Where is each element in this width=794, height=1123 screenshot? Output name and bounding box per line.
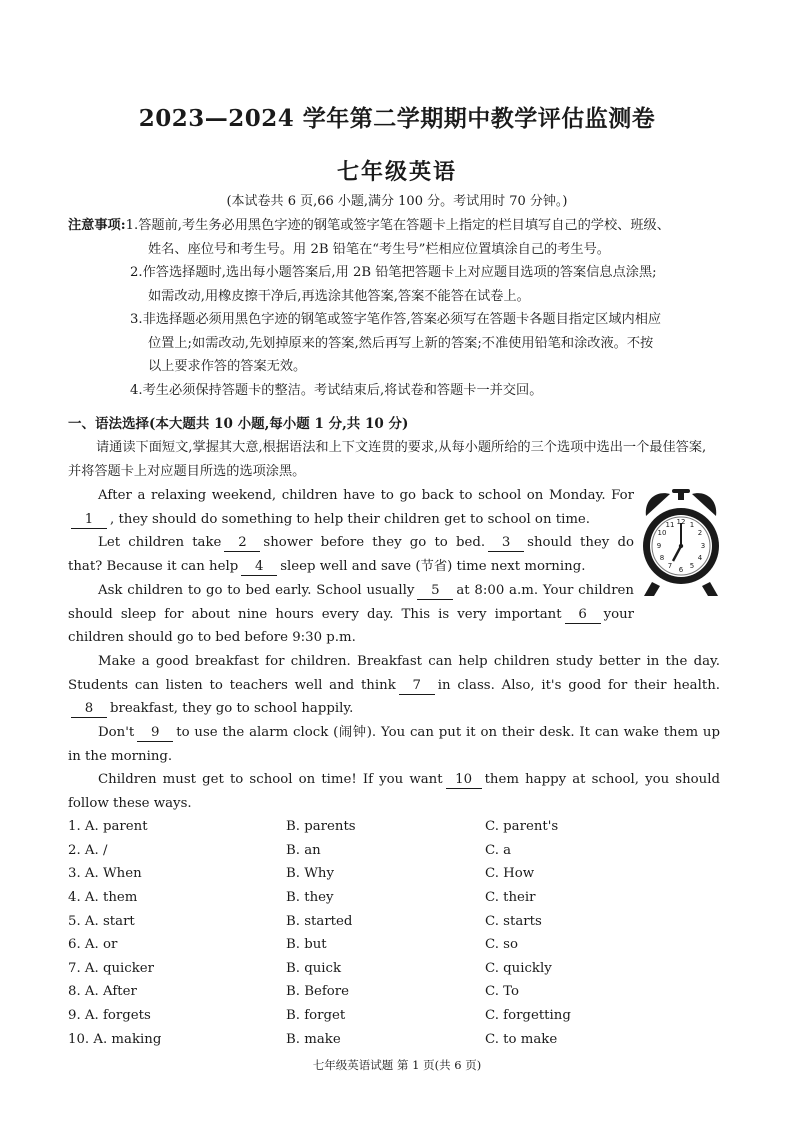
option-a: 6. A. or — [68, 937, 118, 953]
svg-text:4: 4 — [697, 554, 703, 562]
note-3-line-3: 以上要求作答的答案无效。 — [148, 359, 307, 374]
blank-7: 7 — [399, 678, 435, 695]
passage-text: Ask children to go to bed early. School usually — [98, 582, 415, 598]
option-b: B. make — [286, 1031, 341, 1047]
exam-notes — [68, 214, 738, 402]
blank-5: 5 — [417, 583, 453, 600]
blank-4: 4 — [241, 559, 277, 576]
passage-text: should they do that? Because it can help — [68, 535, 635, 575]
svg-text:12: 12 — [676, 518, 686, 526]
option-c: C. parent's — [485, 819, 559, 835]
note-2-line-2: 如需改动,用橡皮擦干净后,再选涂其他答案,答案不能答在试卷上。 — [148, 288, 530, 304]
note-1-line-2: 姓名、座位号和考生号。用 2B 铅笔在“考生号”栏相应位置填涂自己的考生号。 — [148, 241, 610, 257]
note-3-line-1: 3.非选择题必须用黑色字迹的钢笔或签字笔作答,答案必须写在答题卡各题目指定区域内相应 — [130, 312, 662, 327]
passage-text: sleep well and save (节省) time next morning. — [280, 559, 586, 575]
blank-8: 8 — [71, 701, 107, 718]
passage-text: After a relaxing weekend, children have to go back to school on Monday. For — [98, 488, 634, 503]
option-c: C. so — [485, 937, 518, 953]
passage-paragraph-2 — [68, 531, 634, 578]
svg-text:3: 3 — [700, 542, 706, 550]
svg-text:9: 9 — [656, 542, 662, 550]
blank-10: 10 — [446, 772, 482, 789]
exam-meta: (本试卷共 6 页,66 小题,满分 100 分。考试用时 70 分钟。) — [226, 194, 568, 209]
option-b: B. parents — [286, 819, 356, 835]
note-1-line-1: 1.答题前,考生务必用黑色字迹的钢笔或签字笔在答题卡上指定的栏目填写自己的学校、班级、 — [125, 218, 670, 233]
option-a: 2. A. / — [68, 842, 108, 858]
option-c: C. a — [485, 842, 512, 858]
option-b: B. started — [286, 913, 353, 929]
option-c: C. How — [485, 866, 535, 882]
option-c: C. To — [485, 984, 519, 1000]
option-b: B. Why — [286, 866, 334, 882]
option-c: C. to make — [485, 1031, 558, 1047]
option-a: 9. A. forgets — [68, 1008, 151, 1024]
svg-text:2: 2 — [697, 529, 703, 537]
instruction-text: 请通读下面短文,掌握其大意,根据语法和上下文连贯的要求,从每小题所给的三个选项中选出一个最佳答案,并将答题卡上对应题目所选的选项涂黑。 — [68, 440, 707, 479]
passage-text: to use the alarm clock (闹钟). You can put it on their desk. It can wake them up in the morning. — [68, 725, 720, 764]
blank-9: 9 — [137, 725, 173, 742]
passage-paragraph-4 — [68, 650, 720, 721]
reading-passage — [68, 484, 720, 816]
svg-text:7: 7 — [667, 562, 673, 570]
svg-text:10: 10 — [657, 529, 667, 537]
option-c: C. quickly — [485, 960, 552, 976]
option-row-9 — [68, 1004, 728, 1028]
passage-text: at 8:00 a.m. Your children should sleep for about nine hours every day. This is very important — [68, 582, 634, 622]
option-b: B. they — [286, 890, 334, 906]
option-c: C. starts — [485, 913, 542, 929]
notes-lead: 注意事项: — [68, 218, 126, 233]
passage-paragraph-6 — [68, 768, 720, 815]
option-row-5 — [68, 909, 728, 933]
option-b: B. Before — [286, 984, 350, 1000]
option-row-8 — [68, 980, 728, 1004]
option-c: C. forgetting — [485, 1008, 571, 1024]
note-3-line-2: 位置上;如需改动,先划掉原来的答案,然后再写上新的答案;不准使用铅笔和涂改液。不按 — [148, 335, 654, 351]
passage-text: shower before they go to bed. — [263, 535, 486, 551]
note-2-line-1: 2.作答选择题时,选出每小题答案后,用 2B 铅笔把答题卡上对应题目选项的答案信息点涂黑; — [130, 265, 657, 280]
option-a: 7. A. quicker — [68, 960, 155, 976]
option-row-2 — [68, 839, 728, 863]
option-row-7 — [68, 957, 728, 981]
option-row-4 — [68, 886, 728, 910]
svg-text:6: 6 — [678, 566, 684, 574]
option-row-1 — [68, 815, 728, 839]
blank-6: 6 — [565, 607, 601, 624]
passage-text: in class. Also, it's good for their health. — [437, 677, 720, 693]
option-row-6 — [68, 933, 728, 957]
passage-paragraph-3 — [68, 579, 634, 650]
blank-1: 1 — [71, 512, 107, 529]
alarm-clock-icon — [640, 486, 722, 598]
option-b: B. quick — [286, 960, 342, 976]
blank-3: 3 — [488, 535, 524, 552]
option-row-3 — [68, 862, 728, 886]
passage-text: breakfast, they go to school happily. — [110, 701, 354, 717]
option-a: 10. A. making — [68, 1031, 162, 1047]
answer-options — [68, 815, 728, 1051]
passage-paragraph-5 — [68, 721, 720, 768]
option-b: B. forget — [286, 1008, 346, 1024]
svg-text:11: 11 — [665, 521, 675, 529]
svg-text:5: 5 — [689, 562, 695, 570]
option-b: B. an — [286, 842, 321, 858]
passage-text: Don't — [98, 725, 135, 741]
note-4-line-1: 4.考生必须保持答题卡的整洁。考试结束后,将试卷和答题卡一并交回。 — [130, 382, 543, 398]
option-c: C. their — [485, 890, 536, 906]
passage-text: Let children take — [98, 535, 222, 551]
page-footer: 七年级英语试题 第 1 页(共 6 页) — [312, 1058, 482, 1072]
svg-text:1: 1 — [689, 521, 695, 529]
option-a: 5. A. start — [68, 913, 135, 929]
section-instruction — [68, 436, 718, 484]
exam-title: 2023—2024 学年第二学期期中教学评估监测卷 — [138, 105, 656, 132]
option-a: 3. A. When — [68, 866, 142, 882]
option-a: 4. A. them — [68, 890, 138, 906]
option-b: B. but — [286, 937, 327, 953]
passage-text: them happy at school, you should follow these ways. — [68, 772, 720, 812]
option-row-10 — [68, 1027, 728, 1051]
option-a: 1. A. parent — [68, 819, 148, 835]
passage-text: Children must get to school on time! If you want — [98, 772, 443, 788]
exam-subject: 七年级英语 — [336, 159, 457, 185]
passage-text: your children should go to bed before 9:30 p.m. — [68, 606, 634, 646]
passage-text: Make a good breakfast for children. Breakfast can help children study better in the day. Students can listen to teachers well and think — [68, 653, 720, 693]
passage-paragraph-1 — [68, 484, 634, 531]
option-a: 8. A. After — [68, 984, 137, 1000]
blank-2: 2 — [224, 535, 260, 552]
svg-text:8: 8 — [659, 554, 665, 562]
section-heading: 一、语法选择(本大题共 10 小题,每小题 1 分,共 10 分) — [68, 416, 409, 432]
passage-text: , they should do something to help their children get to school on time. — [110, 511, 591, 527]
